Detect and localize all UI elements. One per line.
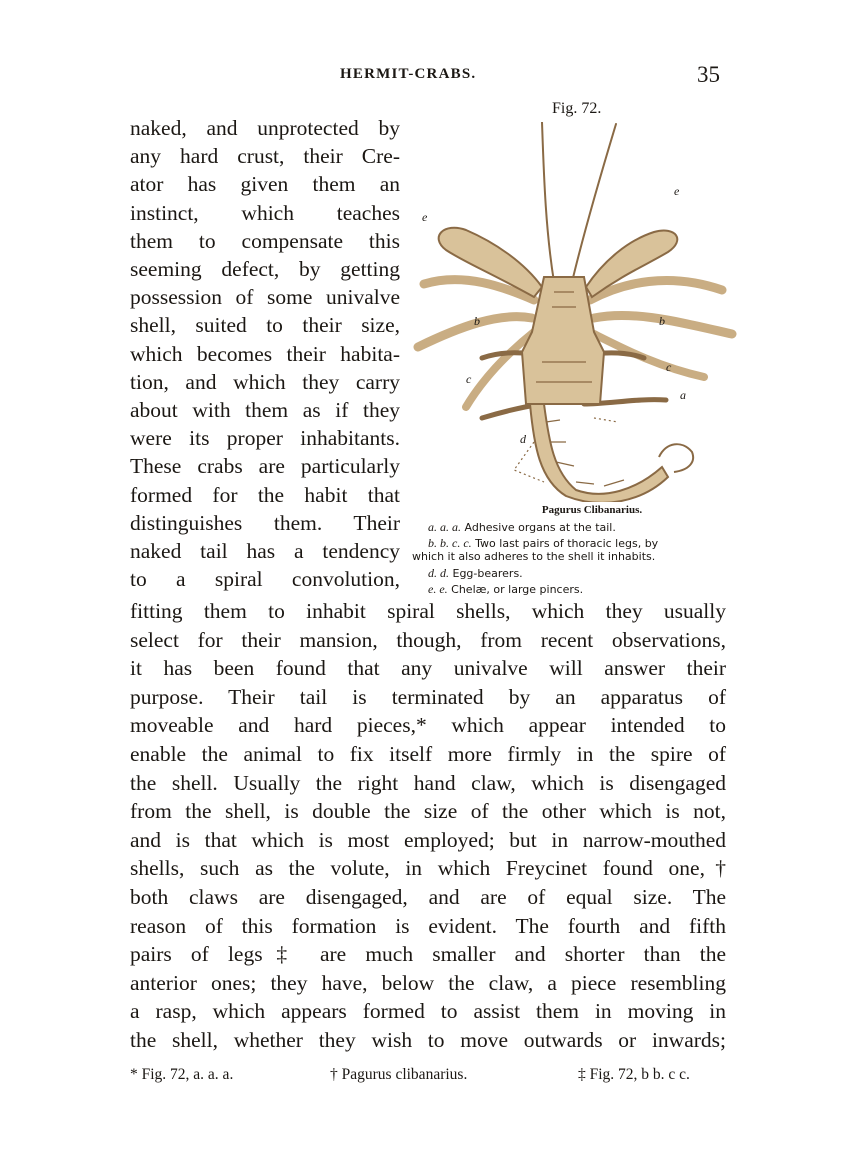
caption-key: a. a. a. (428, 520, 461, 534)
text-line: the shell. Usually the right hand claw, which is disengaged (130, 770, 726, 795)
caption-text: Chelæ, or large pincers. (451, 583, 584, 596)
text-line: ator has given them an (130, 172, 400, 197)
caption-line (428, 582, 583, 597)
text-line: from the shell, is double the size of the other which is not, (130, 799, 726, 824)
text-line: them to compensate this (130, 228, 400, 253)
footnote-mark: * (130, 1066, 138, 1083)
text-line: moveable and hard pieces,* which appear intended to (130, 713, 726, 738)
caption-text: which it also adheres to the shell it inhabits. (412, 550, 656, 563)
caption-line (428, 566, 523, 581)
text-line: fitting them to inhabit spiral shells, which they usually (130, 599, 726, 623)
text-line: possession of some univalve (130, 285, 400, 310)
caption-text: Adhesive organs at the tail. (464, 521, 616, 534)
text-line: the shell, whether they wish to move outwards or inwards; (130, 1027, 726, 1052)
figure-letter: d (520, 432, 526, 446)
caption-line (412, 550, 655, 563)
text-line: purpose. Their tail is terminated by an apparatus of (130, 684, 726, 709)
text-line: anterior ones; they have, below the claw, a piece resembling (130, 970, 726, 995)
footnote-text: Fig. 72, a. a. a. (141, 1066, 234, 1083)
text-line: reason of this formation is evident. The fourth and fifth (130, 913, 726, 938)
footnotes (130, 1066, 726, 1088)
text-line: distinguishes them. Their (130, 510, 400, 535)
text-line: formed for the habit that (130, 482, 400, 507)
text-line: instinct, which teaches (130, 200, 400, 225)
footnote-text: Fig. 72, b b. c c. (589, 1066, 690, 1083)
figure-letter: e (674, 184, 680, 198)
figure-letter: e (422, 210, 428, 224)
caption-key: d. d. (428, 566, 449, 580)
body-text (130, 597, 726, 1055)
text-line: a rasp, which appears formed to assist them in moving in (130, 999, 726, 1024)
footnote (578, 1066, 690, 1084)
figure-72 (404, 92, 742, 612)
antenna-left (542, 122, 554, 282)
text-line: select for their mansion, though, from recent observations, (130, 627, 726, 652)
text-line: seeming defect, by getting (130, 257, 400, 282)
caption-text: Egg-bearers. (452, 567, 523, 580)
text-line: to a spiral convolution, (130, 567, 400, 592)
text-line: naked, and unprotected by (130, 116, 400, 140)
text-line: and is that which is most employed; but in narrow-mouthed (130, 827, 726, 852)
figure-letter: c (466, 372, 472, 386)
text-line: shell, suited to their size, (130, 313, 400, 338)
text-line: tion, and which they carry (130, 369, 400, 394)
figure-letter: b (659, 314, 665, 328)
hermit-crab-engraving (404, 122, 742, 502)
text-line: shells, such as the volute, in which Freycinet found one,† (130, 856, 726, 881)
page-number: 35 (697, 62, 720, 87)
footnote (330, 1066, 467, 1084)
caption-line (428, 536, 658, 551)
left-column-text (130, 114, 400, 593)
figure-letter: b (474, 314, 480, 328)
text-line: both claws are disengaged, and are of equal size. The (130, 884, 726, 909)
text-line: it has been found that any univalve will answer their (130, 656, 726, 681)
caption-text: Two last pairs of thoracic legs, by (475, 537, 659, 550)
text-line: about with them as if they (130, 398, 400, 423)
caption-key: e. e. (428, 582, 448, 596)
figure-letter: a (680, 388, 686, 402)
text-line: naked tail has a tendency (130, 539, 400, 564)
footnote (130, 1066, 233, 1084)
text-line: any hard crust, their Cre- (130, 144, 400, 169)
footnote-mark: † (330, 1066, 338, 1083)
running-head: HERMIT-CRABS. (340, 66, 477, 82)
footnote-mark: ‡ (578, 1066, 586, 1083)
figure-label: Fig. 72. (552, 100, 602, 117)
figure-letter: c (666, 360, 672, 374)
text-line: pairs of legs‡ are much smaller and shorter than the (130, 942, 726, 967)
caption-line (428, 520, 616, 535)
footnote-text: Pagurus clibanarius. (341, 1066, 468, 1083)
text-line: which becomes their habita- (130, 341, 400, 366)
text-line: enable the animal to fix itself more firmly in the spire of (130, 741, 726, 766)
text-line: were its proper inhabitants. (130, 426, 400, 451)
text-line: These crabs are particularly (130, 454, 400, 479)
caption-key: b. b. c. c. (428, 536, 472, 550)
figure-caption-title: Pagurus Clibanarius. (541, 504, 643, 516)
